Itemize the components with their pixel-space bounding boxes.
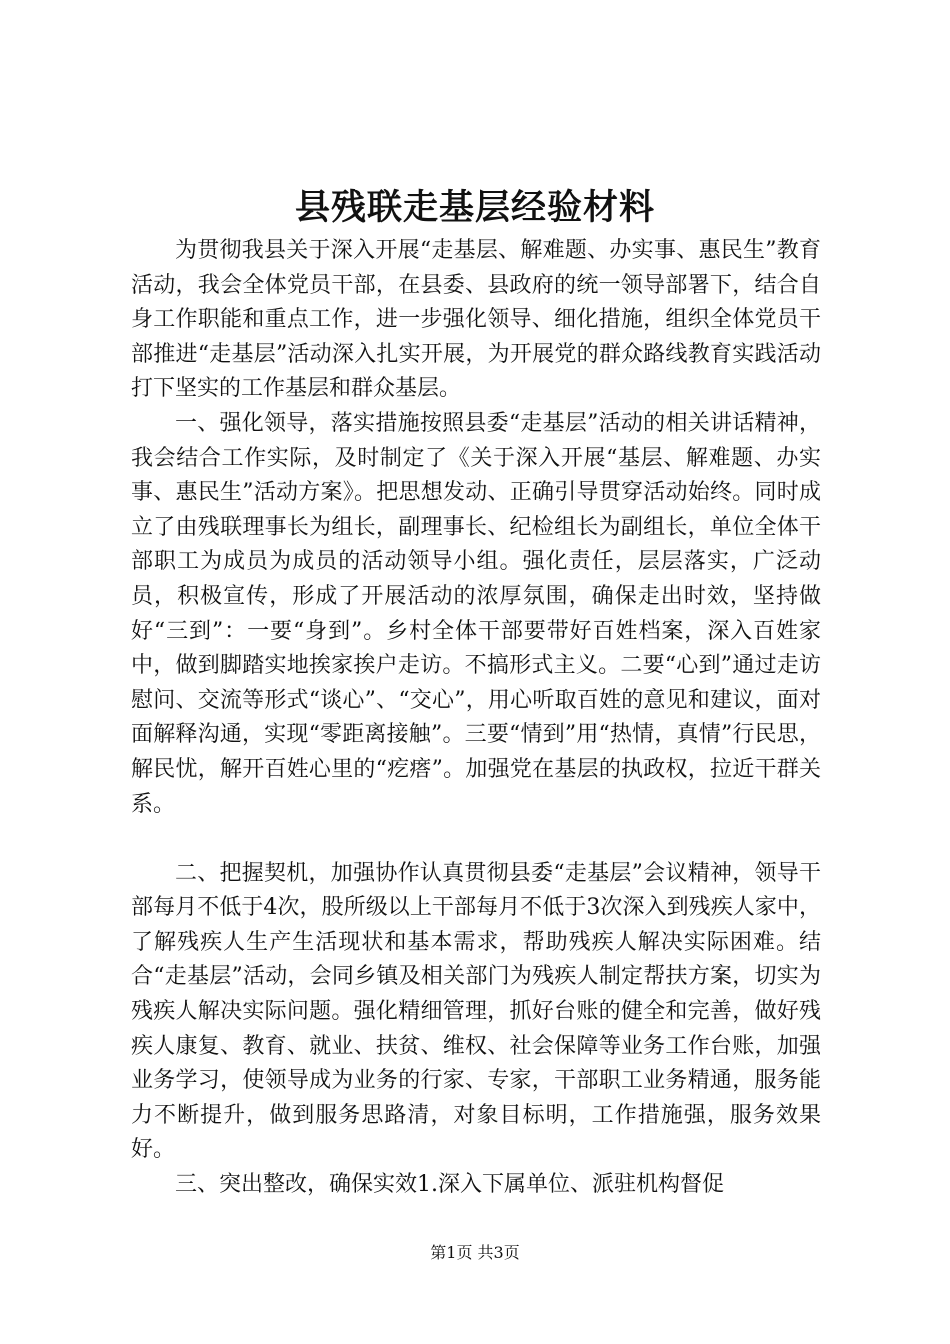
paragraph-intro: 为贯彻我县关于深入开展“走基层、解难题、办实事、惠民生”教育活动，我会全体党员干部，在县委、县政府的统一领导部署下，结合自身工作职能和重点工作，进一步强化领导、细化措施，组织全体党员干部推进“走基层”活动深入扎实开展，为开展党的群众路线教育实践活动打下坚实的工作基层和群众基层。 [131, 238, 821, 402]
paragraph-section-2: 二、把握契机，加强协作认真贯彻县委“走基层”会议精神，领导干部每月不低于4次，股所级以上干部每月不低于3次深入到残疾人家中，了解残疾人生产生活现状和基本需求，帮助残疾人解决实际困难。结合“走基层”活动，会同乡镇及相关部门为残疾人制定帮扶方案，切实为残疾人解决实际问题。强化精细管理，抓好台账的健全和完善，做好残疾人康复、教育、就业、扶贫、维权、社会保障等业务工作台账，加强业务学习，使领导成为业务的行家、专家，干部职工业务精通，服务能力不断提升，做到服务思路清，对象目标明，工作措施强，服务效果好。 [131, 860, 821, 1163]
paragraph-section-3: 三、突出整改，确保实效1.深入下属单位、派驻机构督促 [175, 1172, 724, 1198]
paragraph-section-1: 一、强化领导，落实措施按照县委“走基层”活动的相关讲话精神，我会结合工作实际，及时制定了《关于深入开展“基层、解难题、办实事、惠民生”活动方案》。把思想发动、正确引导贯穿活动始终。同时成立了由残联理事长为组长，副理事长、纪检组长为副组长，单位全体干部职工为成员为成员的活动领导小组。强化责任，层层落实，广泛动员，积极宣传，形成了开展活动的浓厚氛围，确保走出时效，坚持做好“三到”：一要“身到”。乡村全体干部要带好百姓档案，深入百姓家中，做到脚踏实地挨家挨户走访。不搞形式主义。二要“心到”通过走访慰问、交流等形式“谈心”、“交心”，用心听取百姓的意见和建议，面对面解释沟通，实现“零距离接触”。三要“情到”用“热情，真情”行民思，解民忧，解开百姓心里的“疙瘩”。加强党在基层的执政权，拉近干群关系。 [131, 410, 821, 817]
document-title: 县残联走基层经验材料 [294, 187, 655, 228]
page-footer: 第1页 共3页 [430, 1243, 520, 1262]
document-body [131, 234, 821, 1203]
